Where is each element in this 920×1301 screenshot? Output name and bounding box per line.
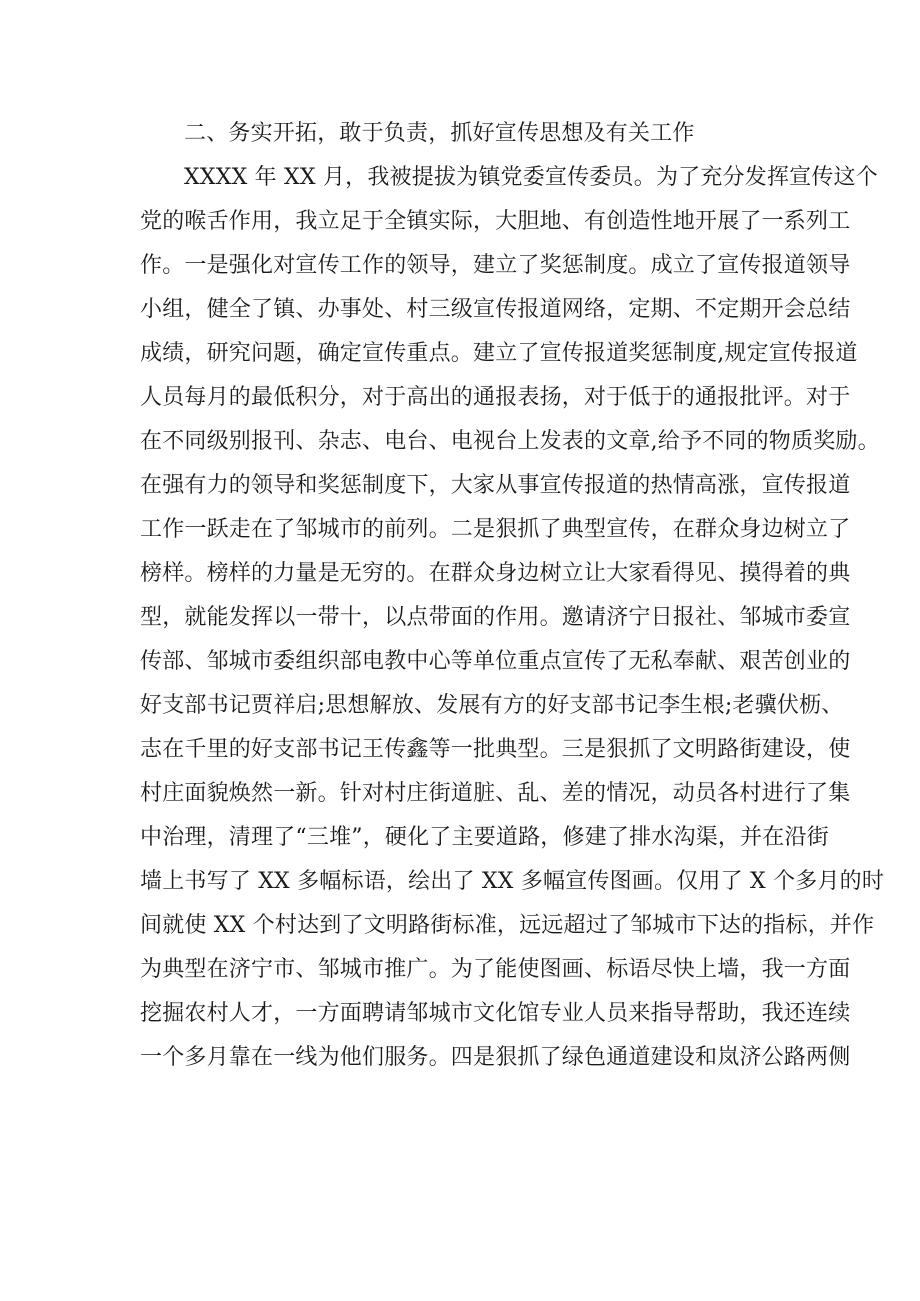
- paragraph-line: 村庄面貌焕然一新。针对村庄街道脏、乱、差的情况，动员各村进行了集: [140, 781, 851, 806]
- paragraph-line: 间就使 XX 个村达到了文明路街标准，远远超过了邹城市下达的指标，并作: [140, 913, 875, 938]
- paragraph-line: 型，就能发挥以一带十，以点带面的作用。邀请济宁日报社、邹城市委宣: [140, 605, 851, 630]
- paragraph-line: 榜样。榜样的力量是无穷的。在群众身边树立让大家看得见、摸得着的典: [140, 561, 851, 586]
- paragraph-line: 好支部书记贾祥启;思想解放、发展有方的好支部书记李生根;老骥伏枥、: [140, 693, 844, 718]
- paragraph-line: 小组，健全了镇、办事处、村三级宣传报道网络，定期、不定期开会总结: [140, 297, 851, 322]
- body-paragraph: [140, 156, 885, 1080]
- paragraph-line: 传部、邹城市委组织部电教中心等单位重点宣传了无私奉献、艰苦创业的: [140, 649, 851, 674]
- paragraph-line: 在强有力的领导和奖惩制度下，大家从事宣传报道的热情高涨，宣传报道: [140, 473, 851, 498]
- paragraph-line: 在不同级别报刊、杂志、电台、电视台上发表的文章,给予不同的物质奖励。: [140, 429, 880, 454]
- paragraph-line: 中治理，清理了“三堆”，硬化了主要道路，修建了排水沟渠，并在沿街: [140, 825, 829, 850]
- paragraph-line: 作。一是强化对宣传工作的领导，建立了奖惩制度。成立了宣传报道领导: [140, 253, 851, 278]
- paragraph-line: 志在千里的好支部书记王传鑫等一批典型。三是狠抓了文明路街建设，使: [140, 737, 851, 762]
- paragraph-line: 挖掘农村人才，一方面聘请邹城市文化馆专业人员来指导帮助，我还连续: [140, 1001, 851, 1026]
- document-body: [140, 112, 885, 1080]
- paragraph-line: 成绩，研究问题，确定宣传重点。建立了宣传报道奖惩制度,规定宣传报道: [140, 341, 858, 366]
- section-heading: 二、务实开拓，敢于负责，抓好宣传思想及有关工作: [184, 121, 695, 146]
- paragraph-line: 党的喉舌作用，我立足于全镇实际，大胆地、有创造性地开展了一系列工: [140, 209, 851, 234]
- paragraph-line: 为典型在济宁市、邹城市推广。为了能使图画、标语尽快上墙，我一方面: [140, 957, 851, 982]
- paragraph-line: 一个多月靠在一线为他们服务。四是狠抓了绿色通道建设和岚济公路两侧: [140, 1045, 851, 1070]
- paragraph-line: 工作一跃走在了邹城市的前列。二是狠抓了典型宣传，在群众身边树立了: [140, 517, 851, 542]
- paragraph-line: 墙上书写了 XX 多幅标语，绘出了 XX 多幅宣传图画。仅用了 X 个多月的时: [140, 869, 885, 894]
- paragraph-line: 人员每月的最低积分，对于高出的通报表扬，对于低于的通报批评。对于: [140, 385, 851, 410]
- paragraph-line: XXXX 年 XX 月，我被提拔为镇党委宣传委员。为了充分发挥宣传这个: [184, 165, 878, 190]
